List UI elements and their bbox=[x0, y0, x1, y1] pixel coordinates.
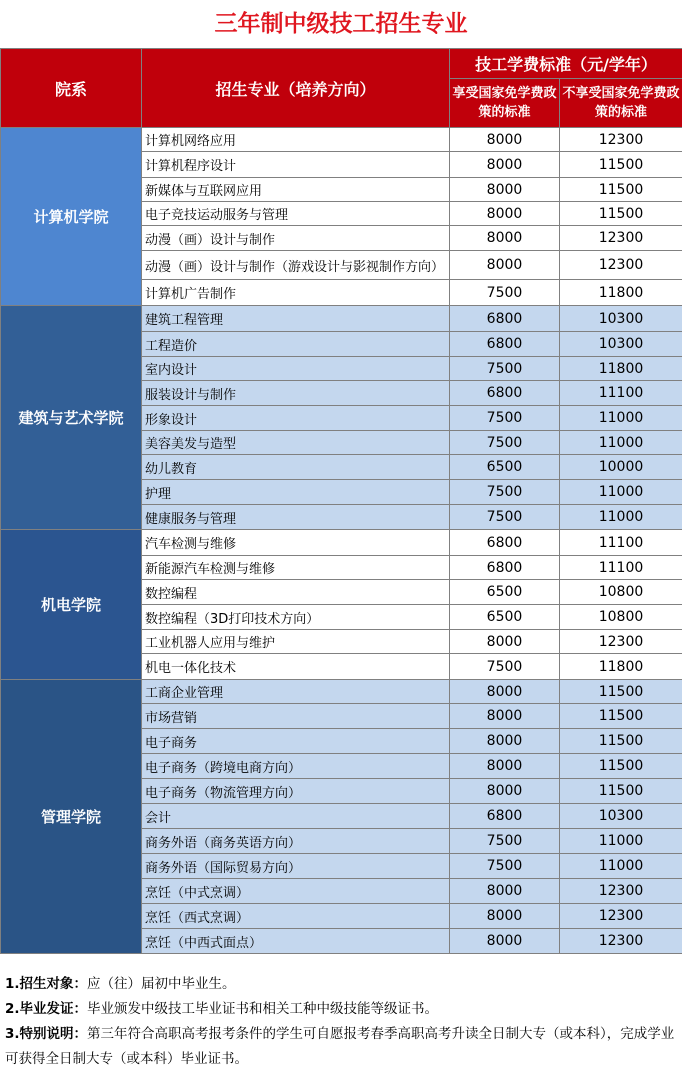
fee-table-body bbox=[1, 128, 682, 954]
fee-with-policy-cell: 7500 bbox=[450, 505, 560, 530]
note-item bbox=[5, 972, 677, 997]
major-cell: 室内设计 bbox=[142, 357, 450, 381]
notes-section bbox=[5, 972, 677, 1072]
department-cell: 计算机学院 bbox=[1, 128, 142, 306]
fee-with-policy-cell: 6800 bbox=[450, 381, 560, 406]
major-cell: 计算机网络应用 bbox=[142, 128, 450, 152]
fee-without-policy-cell: 10000 bbox=[560, 455, 682, 480]
major-cell: 计算机程序设计 bbox=[142, 152, 450, 178]
fee-without-policy-cell: 12300 bbox=[560, 904, 682, 929]
fee-without-policy-cell: 11000 bbox=[560, 431, 682, 455]
table-row bbox=[1, 530, 682, 556]
fee-with-policy-cell: 7500 bbox=[450, 480, 560, 505]
major-cell: 机电一体化技术 bbox=[142, 654, 450, 680]
fee-with-policy-cell: 7500 bbox=[450, 829, 560, 854]
fee-without-policy-cell: 11800 bbox=[560, 654, 682, 680]
note-item bbox=[5, 1022, 677, 1072]
fee-without-policy-cell: 11500 bbox=[560, 202, 682, 226]
major-cell: 烹饪（中西式面点） bbox=[142, 929, 450, 954]
major-cell: 商务外语（国际贸易方向） bbox=[142, 854, 450, 879]
header-major: 招生专业（培养方向） bbox=[142, 49, 450, 128]
major-cell: 计算机广告制作 bbox=[142, 280, 450, 306]
major-cell: 幼儿教育 bbox=[142, 455, 450, 480]
table-row bbox=[1, 128, 682, 152]
fee-with-policy-cell: 8000 bbox=[450, 128, 560, 152]
fee-without-policy-cell: 11800 bbox=[560, 280, 682, 306]
major-cell: 会计 bbox=[142, 804, 450, 829]
note-label: 2.毕业发证： bbox=[5, 1001, 88, 1017]
fee-with-policy-cell: 8000 bbox=[450, 630, 560, 654]
fee-without-policy-cell: 10800 bbox=[560, 605, 682, 630]
fee-with-policy-cell: 6800 bbox=[450, 556, 560, 580]
major-cell: 美容美发与造型 bbox=[142, 431, 450, 455]
fee-without-policy-cell: 10300 bbox=[560, 804, 682, 829]
page-title: 三年制中级技工招生专业 bbox=[214, 11, 468, 37]
fee-with-policy-cell: 8000 bbox=[450, 680, 560, 704]
fee-with-policy-cell: 7500 bbox=[450, 431, 560, 455]
fee-with-policy-cell: 8000 bbox=[450, 152, 560, 178]
header-fee-group: 技工学费标准（元/学年） bbox=[450, 49, 682, 79]
header-department: 院系 bbox=[1, 49, 142, 128]
fee-without-policy-cell: 11500 bbox=[560, 779, 682, 804]
fee-with-policy-cell: 7500 bbox=[450, 406, 560, 431]
fee-without-policy-cell: 11000 bbox=[560, 829, 682, 854]
fee-with-policy-cell: 7500 bbox=[450, 854, 560, 879]
major-cell: 工业机器人应用与维护 bbox=[142, 630, 450, 654]
fee-with-policy-cell: 8000 bbox=[450, 251, 560, 280]
fee-with-policy-cell: 8000 bbox=[450, 779, 560, 804]
fee-without-policy-cell: 10300 bbox=[560, 306, 682, 332]
fee-with-policy-cell: 7500 bbox=[450, 280, 560, 306]
major-cell: 市场营销 bbox=[142, 704, 450, 729]
fee-without-policy-cell: 11100 bbox=[560, 381, 682, 406]
fee-with-policy-cell: 6800 bbox=[450, 530, 560, 556]
fee-with-policy-cell: 8000 bbox=[450, 929, 560, 954]
major-cell: 护理 bbox=[142, 480, 450, 505]
fee-with-policy-cell: 8000 bbox=[450, 754, 560, 779]
header-fee-with-policy: 享受国家免学费政策的标准 bbox=[450, 79, 560, 128]
fee-without-policy-cell: 12300 bbox=[560, 251, 682, 280]
fee-without-policy-cell: 11000 bbox=[560, 480, 682, 505]
header-fee-without-policy: 不享受国家免学费政策的标准 bbox=[560, 79, 682, 128]
major-cell: 烹饪（西式烹调） bbox=[142, 904, 450, 929]
fee-without-policy-cell: 12300 bbox=[560, 929, 682, 954]
note-text: 毕业颁发中级技工毕业证书和相关工种中级技能等级证书。 bbox=[87, 1001, 439, 1017]
fee-without-policy-cell: 11500 bbox=[560, 152, 682, 178]
fee-without-policy-cell: 11500 bbox=[560, 178, 682, 202]
major-cell: 汽车检测与维修 bbox=[142, 530, 450, 556]
table-row bbox=[1, 680, 682, 704]
major-cell: 烹饪（中式烹调） bbox=[142, 879, 450, 904]
fee-with-policy-cell: 8000 bbox=[450, 226, 560, 251]
major-cell: 动漫（画）设计与制作（游戏设计与影视制作方向） bbox=[142, 251, 450, 280]
table-row bbox=[1, 306, 682, 332]
major-cell: 形象设计 bbox=[142, 406, 450, 431]
major-cell: 电子竞技运动服务与管理 bbox=[142, 202, 450, 226]
major-cell: 工程造价 bbox=[142, 332, 450, 357]
fee-with-policy-cell: 8000 bbox=[450, 202, 560, 226]
fee-without-policy-cell: 12300 bbox=[560, 128, 682, 152]
fee-without-policy-cell: 11000 bbox=[560, 854, 682, 879]
note-label: 1.招生对象： bbox=[5, 976, 88, 992]
fee-with-policy-cell: 6500 bbox=[450, 580, 560, 605]
fee-without-policy-cell: 11100 bbox=[560, 556, 682, 580]
fee-without-policy-cell: 11500 bbox=[560, 754, 682, 779]
fee-with-policy-cell: 6800 bbox=[450, 306, 560, 332]
major-cell: 工商企业管理 bbox=[142, 680, 450, 704]
note-label: 3.特别说明： bbox=[5, 1026, 88, 1042]
department-cell: 建筑与艺术学院 bbox=[1, 306, 142, 530]
major-cell: 服装设计与制作 bbox=[142, 381, 450, 406]
fee-with-policy-cell: 6800 bbox=[450, 332, 560, 357]
fee-without-policy-cell: 11500 bbox=[560, 704, 682, 729]
fee-with-policy-cell: 8000 bbox=[450, 704, 560, 729]
fee-without-policy-cell: 12300 bbox=[560, 630, 682, 654]
note-text: 第三年符合高职高考报考条件的学生可自愿报考春季高职高考升读全日制大专（或本科），完成学业可获得全日制大专（或本科）毕业证书。 bbox=[5, 1026, 675, 1067]
department-cell: 管理学院 bbox=[1, 680, 142, 954]
fee-without-policy-cell: 11000 bbox=[560, 505, 682, 530]
fee-without-policy-cell: 11100 bbox=[560, 530, 682, 556]
major-cell: 数控编程 bbox=[142, 580, 450, 605]
fee-with-policy-cell: 6500 bbox=[450, 605, 560, 630]
fee-with-policy-cell: 8000 bbox=[450, 729, 560, 754]
fee-with-policy-cell: 8000 bbox=[450, 904, 560, 929]
fee-with-policy-cell: 7500 bbox=[450, 357, 560, 381]
fee-without-policy-cell: 10800 bbox=[560, 580, 682, 605]
note-text: 应（往）届初中毕业生。 bbox=[87, 976, 236, 992]
fee-without-policy-cell: 11800 bbox=[560, 357, 682, 381]
major-cell: 数控编程（3D打印技术方向） bbox=[142, 605, 450, 630]
major-cell: 建筑工程管理 bbox=[142, 306, 450, 332]
fee-without-policy-cell: 11500 bbox=[560, 729, 682, 754]
fee-table bbox=[0, 48, 682, 954]
fee-with-policy-cell: 8000 bbox=[450, 879, 560, 904]
fee-with-policy-cell: 8000 bbox=[450, 178, 560, 202]
fee-with-policy-cell: 6500 bbox=[450, 455, 560, 480]
major-cell: 电子商务（跨境电商方向） bbox=[142, 754, 450, 779]
fee-without-policy-cell: 12300 bbox=[560, 879, 682, 904]
fee-with-policy-cell: 6800 bbox=[450, 804, 560, 829]
fee-without-policy-cell: 12300 bbox=[560, 226, 682, 251]
fee-with-policy-cell: 7500 bbox=[450, 654, 560, 680]
major-cell: 健康服务与管理 bbox=[142, 505, 450, 530]
major-cell: 电子商务（物流管理方向） bbox=[142, 779, 450, 804]
fee-without-policy-cell: 10300 bbox=[560, 332, 682, 357]
note-item bbox=[5, 997, 677, 1022]
major-cell: 新能源汽车检测与维修 bbox=[142, 556, 450, 580]
major-cell: 新媒体与互联网应用 bbox=[142, 178, 450, 202]
fee-without-policy-cell: 11000 bbox=[560, 406, 682, 431]
major-cell: 商务外语（商务英语方向） bbox=[142, 829, 450, 854]
major-cell: 电子商务 bbox=[142, 729, 450, 754]
fee-without-policy-cell: 11500 bbox=[560, 680, 682, 704]
department-cell: 机电学院 bbox=[1, 530, 142, 680]
major-cell: 动漫（画）设计与制作 bbox=[142, 226, 450, 251]
